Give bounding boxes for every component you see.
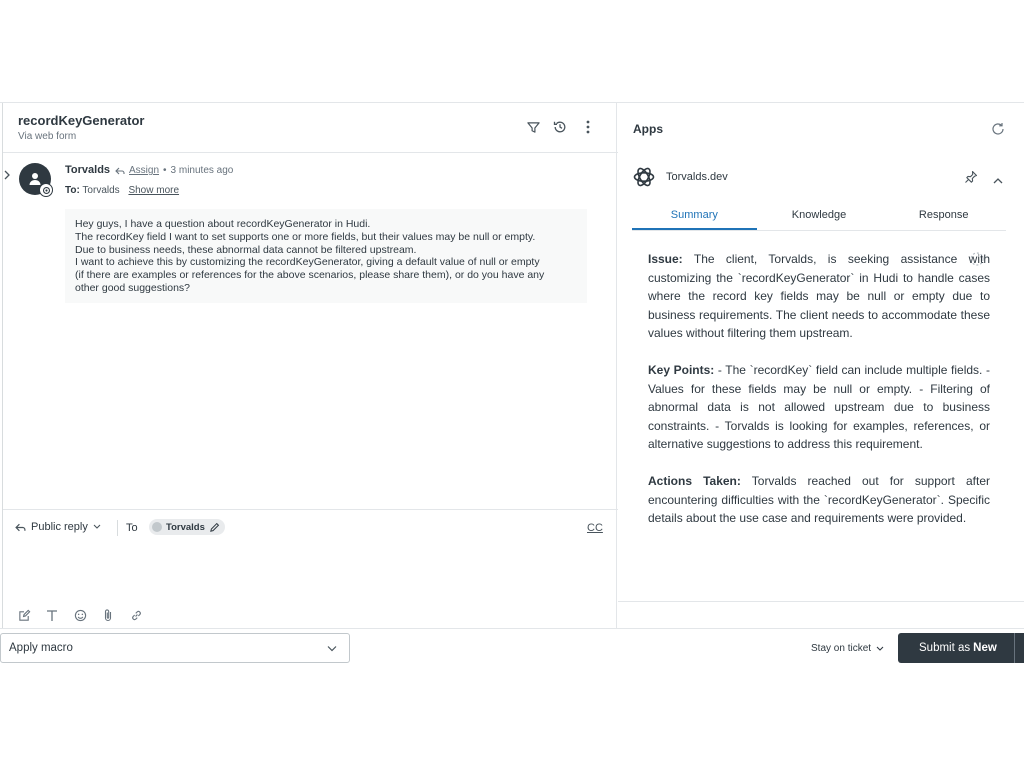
apps-title: Apps <box>633 122 663 136</box>
message-body <box>65 209 587 303</box>
actions-label: Actions Taken: <box>648 474 741 488</box>
tab-response[interactable]: Response <box>918 209 969 221</box>
history-icon[interactable] <box>552 119 568 135</box>
macro-label: Apply macro <box>9 642 73 654</box>
loading-spinner-icon <box>968 250 986 268</box>
message-line: Hey guys, I have a question about recordKeyGenerator in Hudi. <box>75 218 371 230</box>
link-icon[interactable] <box>129 608 143 622</box>
ticket-header <box>3 103 618 153</box>
pencil-icon <box>209 522 220 533</box>
issue-label: Issue: <box>648 252 683 266</box>
refresh-icon[interactable] <box>991 122 1005 136</box>
apps-panel <box>618 103 1024 628</box>
issue-text: The client, Torvalds, is seeking assistance with customizing the `recordKeyGenerator` in Hudi to handle cases where the record key fields may be null or empty due to business requirements. The client needs to accommodate these values without filtering them upstream. <box>648 252 990 340</box>
attachment-icon[interactable] <box>101 608 115 622</box>
more-options-icon[interactable] <box>580 119 596 135</box>
to-name: Torvalds <box>82 185 120 196</box>
stay-on-ticket-dropdown[interactable] <box>811 643 884 654</box>
chevron-down-icon <box>876 646 884 652</box>
comment-time: 3 minutes ago <box>170 165 234 176</box>
message-line: I want to achieve this by customizing the recordKeyGenerator, giving a default value of null or empty <box>75 256 540 269</box>
recipient-line <box>65 185 179 196</box>
divider <box>618 601 1024 602</box>
filter-icon[interactable] <box>525 119 541 135</box>
tab-summary[interactable]: Summary <box>632 203 757 230</box>
summary-content <box>648 250 990 546</box>
reply-editor[interactable] <box>3 509 618 628</box>
message-line: Due to business needs, these abnormal data cannot be filtered upstream. <box>75 243 417 256</box>
compose-icon[interactable] <box>17 608 31 622</box>
reply-arrow-icon <box>15 523 26 532</box>
to-label: To <box>126 522 138 534</box>
ticket-conversation-panel <box>2 103 617 628</box>
recipient-avatar <box>152 522 162 532</box>
reply-type-label: Public reply <box>31 521 88 533</box>
submit-status: New <box>973 642 997 654</box>
chevron-down-icon <box>327 644 337 654</box>
emoji-icon[interactable] <box>73 608 87 622</box>
ticket-footer <box>0 628 1024 666</box>
recipient-chip[interactable] <box>149 519 225 535</box>
ticket-channel: Via web form <box>18 131 77 142</box>
to-prefix: To: <box>65 185 80 196</box>
message-line: The recordKey field I want to set supports one or more fields, but their values may be null or empty. <box>75 230 536 243</box>
ticket-title: recordKeyGenerator <box>18 113 145 128</box>
recipient-name: Torvalds <box>166 521 205 533</box>
chevron-right-icon[interactable] <box>1 167 13 183</box>
apply-macro-dropdown[interactable] <box>0 633 350 663</box>
cc-link[interactable]: CC <box>587 522 603 534</box>
text-format-icon[interactable] <box>45 608 59 622</box>
message-line: other good suggestions? <box>75 281 191 294</box>
app-name: Torvalds.dev <box>666 171 728 183</box>
submit-prefix: Submit as <box>919 642 971 654</box>
chevron-up-icon[interactable] <box>993 171 1005 183</box>
app-tabs <box>632 203 1006 231</box>
agent-badge-icon <box>39 183 53 197</box>
assign-group <box>115 165 233 176</box>
submit-split-divider <box>1014 633 1015 663</box>
divider <box>117 520 118 536</box>
message-line: (if there are examples or references for the above scenarios, please share them), or do you have any <box>75 269 545 282</box>
submit-button[interactable] <box>898 633 1024 663</box>
assign-link[interactable]: Assign <box>129 165 160 176</box>
show-more-link[interactable]: Show more <box>128 185 180 196</box>
tab-knowledge[interactable]: Knowledge <box>791 209 847 221</box>
actions-text: Torvalds reached out for support after encountering difficulties with the `recordKeyGenerator`. Specific details about the use case and requirements were provided. <box>648 474 990 525</box>
openai-logo-icon <box>632 165 656 189</box>
summary-actions <box>648 472 990 528</box>
composer-toolbar <box>17 608 143 622</box>
keypoints-label: Key Points: <box>648 363 715 377</box>
chevron-down-icon <box>93 524 101 530</box>
reply-arrow-icon <box>115 167 125 175</box>
pin-icon[interactable] <box>964 170 978 184</box>
reply-type-dropdown[interactable] <box>15 521 101 533</box>
keypoints-text: - The `recordKey` field can include multiple fields. - Values for these fields may be null or empty. - Filtering of abnormal data is not allowed upstream due to business constraints. - Torvalds is looking for examples, references, or alternative suggestions to address this requirement. <box>648 363 990 451</box>
separator-dot: • <box>163 165 167 176</box>
stay-label: Stay on ticket <box>811 643 872 654</box>
summary-keypoints <box>648 361 990 454</box>
comment-author: Torvalds <box>65 164 111 176</box>
summary-issue <box>648 250 990 343</box>
